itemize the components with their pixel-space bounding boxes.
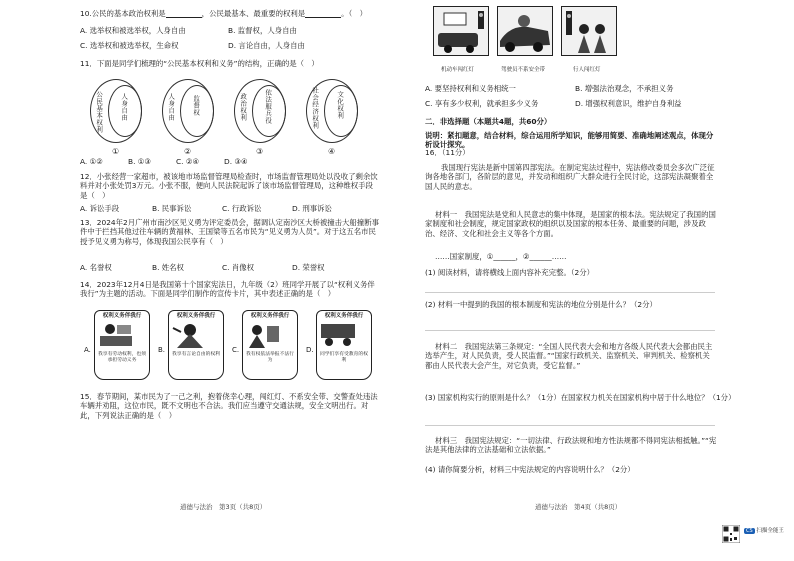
q15-option-a: A. 要坚持权利和义务相统一 <box>425 84 516 93</box>
q12-option-c: C. 行政诉讼 <box>222 204 262 213</box>
diagram-number: ② <box>184 147 192 156</box>
q11-stem: 11．下面是同学们梳理的“公民基本权利和义务”的结构，正确的是（ ） <box>80 59 319 68</box>
q12-option-a: A. 诉讼手段 <box>80 204 120 213</box>
q15-option-d: D. 增强权利意识，维护自身利益 <box>575 99 682 108</box>
card-title: 权利义务伴我行 <box>250 313 290 319</box>
q10-stem: 10.公民的基本政治权利是 ，公民最基本、最重要的权利是 。（ ） <box>80 9 368 18</box>
traffic-scene-icon <box>562 7 616 55</box>
q14-card-d <box>316 310 372 380</box>
diagram-outer-label: 公民基本权利 <box>95 91 104 133</box>
task-3: (3) 国家机构实行的原则是什么？（1分）在国家权力机关在国家机构中居于什么地位？（1分） <box>425 393 736 402</box>
q12-option-b: B. 民事诉讼 <box>152 204 192 213</box>
q15-option-c: C. 享有多少权利，就承担多少义务 <box>425 99 539 108</box>
q11-option-b: B. ①③ <box>128 157 152 166</box>
page-footer: 道德与法治 第4页（共8页） <box>535 503 622 511</box>
comic-caption-3: 行人闯红灯 <box>573 67 601 73</box>
material-2: 材料二 我国宪法第三条规定：“全国人民代表大会和地方各级人民代表大会都由民主选举产生，对人民负责，受人民监督。”“国家行政机关、监察机关、审判机关、检察机关都由人民代表大会产生，对它负责，受它监督。” <box>425 342 713 370</box>
q11-option-c: C. ②④ <box>176 157 200 166</box>
qr-code-icon <box>722 525 740 543</box>
q14-letter-b: B. <box>158 346 166 354</box>
diagram-outer-label: 社会经济权利 <box>311 87 320 129</box>
q11-option-d: D. ③④ <box>224 157 248 166</box>
material-1-fill: ……国家制度，①______，②______…… <box>435 252 567 261</box>
ellipse-diagram-2 <box>162 79 222 143</box>
material-1: 材料一 我国宪法是党和人民意志的集中体现，是国家的根本法。宪法规定了我国的国家制度和社会制度，规定国家政权的组织以及国家的根本任务、最重要的问题，涉及政治、经济、文化和社会主义等各个方面。 <box>425 210 716 238</box>
q14-card-b <box>168 310 224 380</box>
q13-stem: 13．2024年2月广州市南沙区见义勇为评定委员会，据调认定南沙区大桥被撞击大船撞断事件中于拦挡其他过往车辆的黄福林、王国梁等五名市民为“见义勇为人员”。对于这五名市民授予见义勇为称号，体现我国公民享有（ ） <box>80 218 379 246</box>
q13-option-d: D. 荣誉权 <box>292 263 325 272</box>
comic-caption-1: 机动车闯红灯 <box>441 67 475 73</box>
diagram-number: ③ <box>256 147 264 156</box>
card-title: 权利义务伴我行 <box>176 313 216 319</box>
card-caption: 我享有劳动权利，也须承担劳动义务 <box>98 352 146 363</box>
q15-option-b: B. 增强法治观念，不承担义务 <box>575 84 674 93</box>
q14-letter-c: C. <box>232 346 240 354</box>
q15-stem: 15．春节期间，某市民为了一己之利，抱着侥幸心理，闯红灯、不系安全带、交警查处违法车辆并劝阻，这位市民，既不文明也不合法。我们应当遵守交通法规，安全文明出行。对此，下列说法正确的是（ ） <box>80 392 378 420</box>
answer-line <box>425 330 715 331</box>
page-3 <box>80 0 390 561</box>
task-2: (2) 材料一中提到的我国的根本制度和宪法的地位分别是什么？（2分） <box>425 300 657 309</box>
q13-option-b: B. 姓名权 <box>152 263 184 272</box>
page-footer: 道德与法治 第3页（共8页） <box>180 503 267 511</box>
diagram-number: ④ <box>328 147 336 156</box>
ellipse-diagram-3 <box>234 79 294 143</box>
q14-letter-d: D. <box>306 346 314 354</box>
q16-heading: 16．（11分） <box>425 148 470 157</box>
blank <box>166 10 202 18</box>
figure-illustration-icon <box>171 322 209 348</box>
comic-caption-2: 驾驶员不系安全带 <box>501 67 546 73</box>
card-caption: 同学们享有受教育的权利 <box>320 352 368 363</box>
ellipse-diagram-4 <box>306 79 366 143</box>
q11-structure-diagram <box>90 79 370 159</box>
task-4: (4) 请你简要分析，材料三中宪法规定的内容说明什么？（2分） <box>425 465 635 474</box>
q13-option-a: A. 名誉权 <box>80 263 112 272</box>
ellipse-diagram-1 <box>90 79 150 143</box>
diagram-outer-label: 人身自由 <box>167 93 176 121</box>
q13-option-c: C. 肖像权 <box>222 263 255 272</box>
answer-line <box>425 425 715 426</box>
diagram-inner-label: 文化权利 <box>336 91 345 119</box>
section-instruction: 说明：紧扣题意，结合材料，综合运用所学知识，能够用简要、准确地阐述观点，体现分析设计探究。 <box>425 131 714 150</box>
q10-option-a: A. 选举权和被选举权，人身自由 <box>80 26 186 35</box>
q16-intro: 我国现行宪法是新中国第四部宪法。在制定宪法过程中，宪法修改委员会多次广泛征询各地各部门，各阶层的意见，并发动和组织广大群众进行全民讨论，这部宪法凝聚着全国人民的意志。 <box>425 163 715 191</box>
q10-option-d: D. 言论自由，人身自由 <box>228 41 305 50</box>
diagram-inner-label: 监督权 <box>192 95 201 116</box>
figure-illustration-icon <box>245 322 283 348</box>
card-title: 权利义务伴我行 <box>102 313 142 319</box>
blank <box>305 10 341 18</box>
diagram-number: ① <box>112 147 120 156</box>
q14-card-c <box>242 310 298 380</box>
card-caption: 我有权依法举报不法行为 <box>246 352 294 363</box>
comic-panel-1 <box>433 6 489 56</box>
page-4 <box>425 0 736 561</box>
section-title: 二．非选择题（本题共4题，共60分） <box>425 117 552 126</box>
figure-illustration-icon <box>97 322 135 348</box>
diagram-inner-label: 人身自由 <box>120 93 129 121</box>
q10-option-c: C. 选举权和被选举权，生命权 <box>80 41 179 50</box>
task-1: (1) 阅读材料，请将横线上面内容补充完整。（2分） <box>425 268 595 277</box>
scanner-watermark <box>744 528 784 535</box>
answer-line <box>425 292 715 293</box>
q12-option-d: D. 刑事诉讼 <box>292 204 332 213</box>
diagram-inner-label: 依法服兵役 <box>264 89 273 124</box>
card-title: 权利义务伴我行 <box>324 313 364 319</box>
q12-stem: 12．小张经营一家超市，被该地市场监督管理局检查时，市场监督管理局处以没收了剩余饮料并对小张处罚3万元。小张不服，便向人民法院起诉了该市场监督管理局，这种维权手段是（ ） <box>80 172 378 200</box>
comic-panel-3 <box>561 6 617 56</box>
q14-stem: 14．2023年12月4日是我国第十个国家宪法日，九年级（2）班同学开展了以“权利义务伴我行”为主题的活动。下面是同学们制作的宣传卡片，其中表述正确的是（ ） <box>80 280 375 299</box>
card-caption: 我享有言论自由的权利 <box>172 352 220 358</box>
figure-illustration-icon <box>319 322 357 348</box>
traffic-scene-icon <box>498 7 552 55</box>
scanner-label: 扫描全能王 <box>756 528 784 534</box>
traffic-scene-icon <box>434 7 488 55</box>
q14-card-a <box>94 310 150 380</box>
diagram-outer-label: 政治权利 <box>239 93 248 121</box>
material-3: 材料三 我国宪法规定：“一切法律、行政法规和地方性法规都不得同宪法相抵触。”“宪法是其他法律的立法基础和立法依据。” <box>425 436 717 455</box>
q11-option-a: A. ①② <box>80 157 103 166</box>
scanner-logo-icon: CS <box>746 528 753 534</box>
comic-panel-2 <box>497 6 553 56</box>
q14-letter-a: A. <box>84 346 91 354</box>
q10-option-b: B. 监督权，人身自由 <box>228 26 297 35</box>
